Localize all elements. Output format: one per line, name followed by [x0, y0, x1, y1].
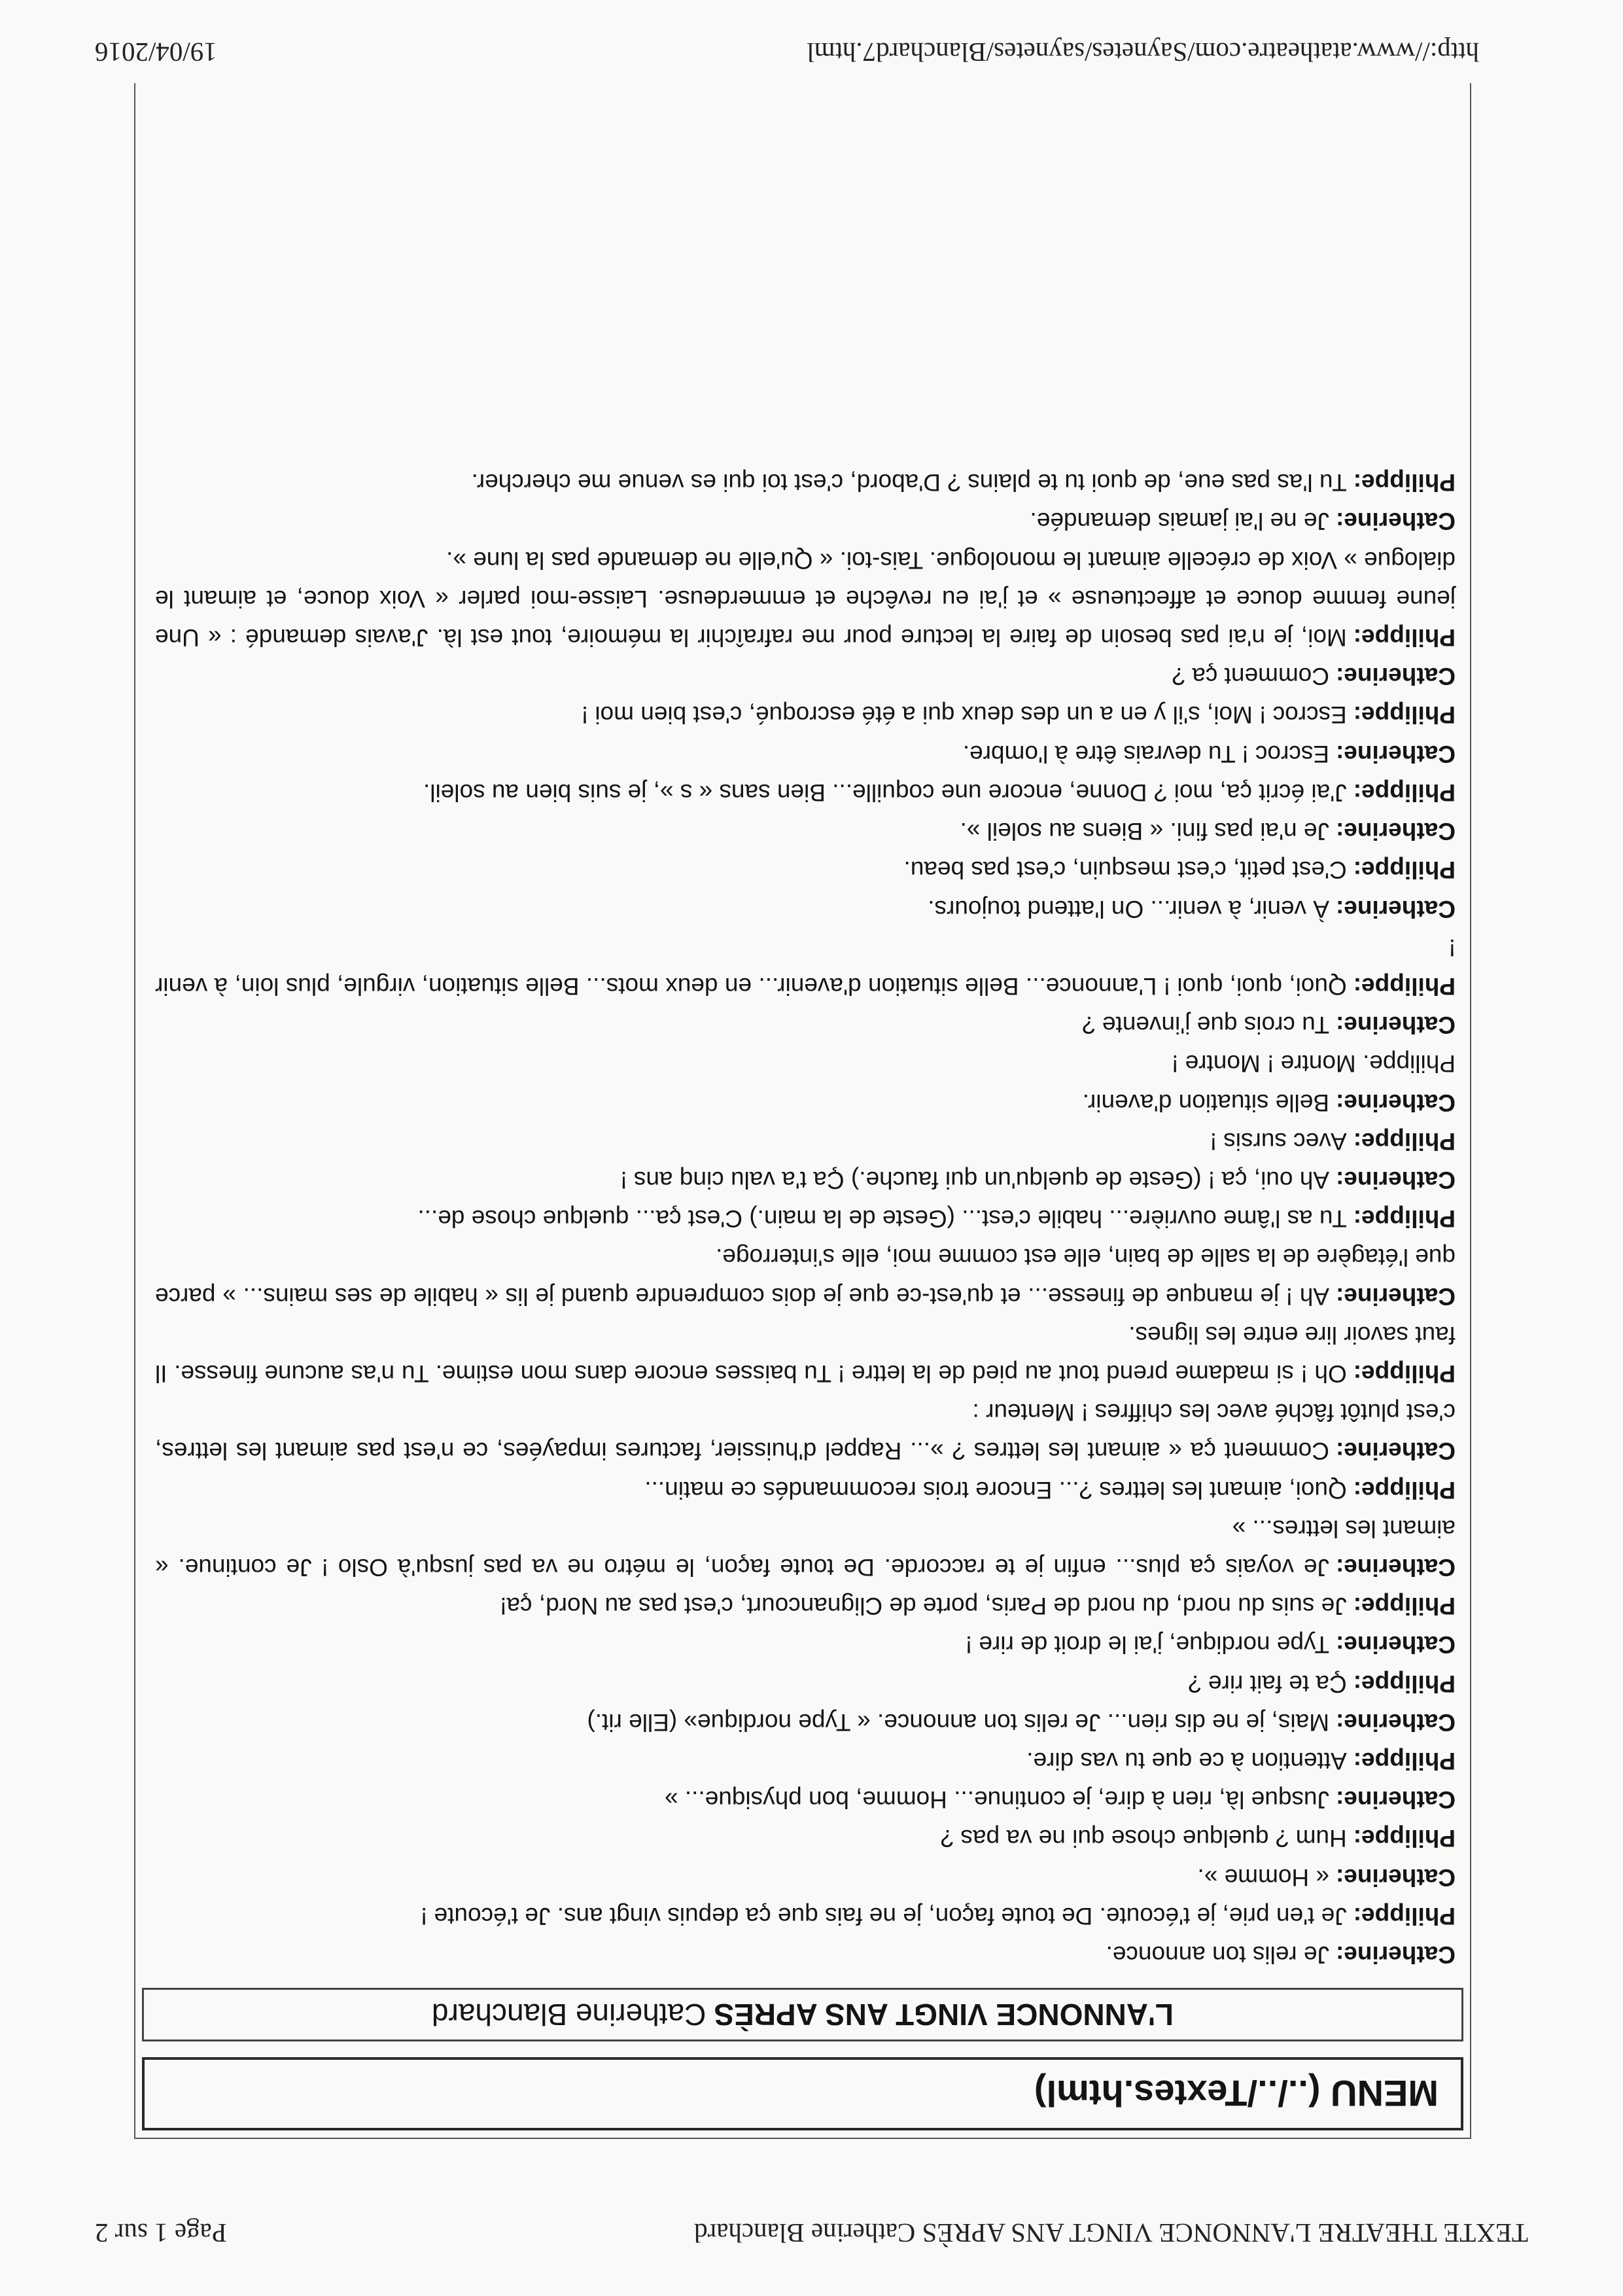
dialogue-line — [155, 889, 1456, 928]
speaker-name: Catherine: — [1336, 663, 1456, 690]
dialogue-text: Je suis du nord, du nord de Paris, porte de Clignancourt, c'est pas au Nord, ça! — [500, 1593, 1347, 1620]
speaker-name: Philippe: — [1353, 1360, 1456, 1387]
dialogue-text: Ça te fait rire ? — [1188, 1670, 1347, 1697]
dialogue-line — [155, 735, 1456, 773]
speaker-name: Catherine: — [1336, 1708, 1456, 1736]
speaker-name: Philippe: — [1353, 972, 1456, 1000]
speaker-name: Philippe: — [1353, 701, 1456, 729]
play-title: L'ANNONCE VINGT ANS APRÈS — [714, 1998, 1174, 2032]
dialogue-line — [155, 1625, 1456, 1664]
speaker-name: Catherine: — [1336, 508, 1456, 535]
speaker-name: Philippe: — [1353, 779, 1456, 806]
dialogue-text: Type nordique, j'ai le droit de rire ! — [965, 1631, 1330, 1659]
dialogue-line — [155, 1161, 1456, 1199]
dialogue-line — [155, 502, 1456, 540]
speaker-name: Catherine: — [1336, 1282, 1456, 1310]
dialogue-text: Avec sursis ! — [1210, 1127, 1347, 1155]
speaker-name: Catherine: — [1336, 1941, 1456, 1968]
content-frame — [134, 83, 1471, 2139]
dialogue-text: Tu crois que j'invente ? — [1082, 1012, 1330, 1039]
print-date: 19/04/2016 — [95, 37, 217, 67]
source-url: http://www.atatheatre.com/Saynetes/saynetes/Blanchard7.html — [807, 37, 1479, 67]
dialogue — [155, 463, 1456, 1974]
speaker-name: Catherine: — [1336, 740, 1456, 768]
speaker-name: Philippe: — [1353, 624, 1456, 652]
dialogue-line — [155, 773, 1456, 812]
print-footer — [95, 37, 1479, 68]
dialogue-text: Je ne l'ai jamais demandée. — [1030, 508, 1330, 535]
dialogue-text: J'ai écrit ça, moi ? Donne, encore une coquille... Bien sans « s », je suis bien au soleil. — [423, 779, 1347, 806]
speaker-name: Catherine: — [1336, 1786, 1456, 1814]
dialogue-text: « Homme ». — [1197, 1863, 1330, 1891]
speaker-name: Philippe: — [1353, 1825, 1456, 1852]
dialogue-line — [155, 1510, 1456, 1587]
dialogue-line — [155, 1935, 1456, 1974]
speaker-name: Philippe: — [1353, 1205, 1456, 1233]
speaker-name: Philippe: — [1353, 469, 1456, 497]
speaker-name: Catherine: — [1336, 1863, 1456, 1891]
dialogue-text: Je voyais ça plus... enfin je te raccorde. De toute façon, le métro ne va pas jusqu'à Oslo ! Je continue. « aimant les lettres... » — [155, 1515, 1456, 1581]
dialogue-text: Jusque là, rien à dire, je continue... Homme, bon physique... » — [664, 1786, 1330, 1814]
speaker-name: Catherine: — [1336, 895, 1456, 923]
dialogue-line — [155, 1006, 1456, 1044]
dialogue-text: Comment ça « aimant les lettres ? »... Rappel d'huissier, factures impayées, ce n'est pas aimant les lettres, c'est plutôt fâché avec les chiffres ! Menteur : — [155, 1399, 1456, 1465]
dialogue-line — [155, 696, 1456, 734]
dialogue-line — [155, 1083, 1456, 1122]
speaker-name: Philippe: — [1353, 1127, 1456, 1155]
speaker-name: Catherine: — [1336, 1012, 1456, 1039]
dialogue-line — [155, 812, 1456, 851]
speaker-name: Philippe: — [1353, 1902, 1456, 1930]
menu-link[interactable] — [142, 2057, 1463, 2130]
speaker-name: Catherine: — [1336, 1631, 1456, 1659]
dialogue-line — [155, 1819, 1456, 1858]
speaker-name: Catherine: — [1336, 1089, 1456, 1116]
dialogue-line — [155, 1897, 1456, 1935]
dialogue-line — [155, 1122, 1456, 1161]
page-number: Page 1 sur 2 — [95, 2218, 227, 2248]
dialogue-text: Escroc ! Tu devrais être à l'ombre. — [962, 740, 1330, 768]
print-header — [95, 2217, 1528, 2249]
dialogue-text: Quoi, aimant les lettres ?... Encore trois recommandés ce matin... — [644, 1476, 1347, 1504]
dialogue-line — [155, 1238, 1456, 1315]
play-author: Catherine Blanchard — [431, 1998, 707, 2032]
dialogue-text: Ah oui, ça ! (Geste de quelqu'un qui fauche.) Ça t'a valu cinq ans ! — [620, 1166, 1330, 1193]
dialogue-text: Ah ! je manque de finesse... et qu'est-ce que je dois comprendre quand je lis « habile de ses mains... » parce que l'étagère de la salle de bain, elle est comme moi, elle s'interroge. — [155, 1244, 1456, 1310]
dialogue-line — [155, 1044, 1456, 1083]
dialogue-text: Moi, je n'ai pas besoin de faire la lecture pour me rafraîchir la mémoire, tout est là. J'avais demandé : « Une jeune femme douce et affectueuse » et j'ai eu revêche et emmerdeuse. Laisse-moi parler « Voix douce, et aimant le dialogue » Voix de crécelle aimant le monologue. Tais-toi. « Qu'elle ne demande pas la lune ». — [155, 546, 1456, 652]
dialogue-text: Mais, je ne dis rien... Je relis ton annonce. « Type nordique» (Elle rit.) — [587, 1708, 1330, 1736]
speaker-name: Catherine: — [1336, 1166, 1456, 1193]
dialogue-line — [155, 1664, 1456, 1703]
dialogue-text: Attention à ce que tu vas dire. — [1026, 1747, 1347, 1775]
dialogue-text: Quoi, quoi, quoi ! L'annonce... Belle situation d'avenir... en deux mots... Belle situation, virgule, plus loin, à venir ! — [155, 934, 1456, 1000]
dialogue-text: Je t'en prie, je t'écoute. De toute façon, je ne fais que ça depuis vingt ans. Je t'écoute ! — [421, 1902, 1347, 1930]
dialogue-text: Tu as l'âme ouvrière... habile c'est... (Geste de la main.) C'est ça... quelque chose de... — [417, 1205, 1347, 1233]
play-title-box — [142, 1988, 1463, 2041]
dialogue-line — [155, 657, 1456, 696]
dialogue-line — [155, 1199, 1456, 1238]
header-title: TEXTE THEATRE L'ANNONCE VINGT ANS APRÈS Catherine Blanchard — [694, 2218, 1528, 2248]
speaker-name: Philippe: — [1353, 857, 1456, 884]
dialogue-text: Hum ? quelque chose qui ne va pas ? — [940, 1825, 1347, 1852]
dialogue-text: Philippe. Montre ! Montre ! — [1172, 1050, 1456, 1078]
dialogue-line — [155, 1393, 1456, 1470]
dialogue-text: C'est petit, c'est mesquin, c'est pas beau. — [903, 857, 1347, 884]
speaker-name: Philippe: — [1353, 1747, 1456, 1775]
speaker-name: Philippe: — [1353, 1476, 1456, 1504]
dialogue-line — [155, 1858, 1456, 1896]
dialogue-line — [155, 1742, 1456, 1780]
dialogue-line — [155, 463, 1456, 502]
dialogue-text: Je relis ton annonce. — [1106, 1941, 1330, 1968]
dialogue-line — [155, 1780, 1456, 1819]
dialogue-text: Oh ! si madame prend tout au pied de la lettre ! Tu baisses encore dans mon estime. Tu n'as aucune finesse. Il faut savoir lire entre les lignes. — [155, 1321, 1456, 1387]
dialogue-line — [155, 1587, 1456, 1625]
speaker-name: Philippe: — [1353, 1593, 1456, 1620]
speaker-name: Catherine: — [1336, 1438, 1456, 1465]
dialogue-text: Belle situation d'avenir. — [1082, 1089, 1330, 1116]
dialogue-line — [155, 1470, 1456, 1509]
dialogue-line — [155, 1703, 1456, 1742]
speaker-name: Catherine: — [1336, 818, 1456, 845]
dialogue-text: Tu l'as pas eue, de quoi tu te plains ? D'abord, c'est toi qui es venue me chercher. — [471, 469, 1347, 497]
dialogue-line — [155, 851, 1456, 889]
speaker-name: Catherine: — [1336, 1553, 1456, 1581]
dialogue-text: Escroc ! Moi, s'il y en a un des deux qui a été escroqué, c'est bien moi ! — [581, 701, 1347, 729]
menu-label: MENU (../../Textes.html) — [1034, 2073, 1439, 2115]
dialogue-text: À venir, à venir... On l'attend toujours. — [928, 895, 1330, 923]
dialogue-line — [155, 540, 1456, 657]
dialogue-text: Comment ça ? — [1172, 663, 1330, 690]
dialogue-line — [155, 928, 1456, 1006]
dialogue-line — [155, 1316, 1456, 1393]
speaker-name: Philippe: — [1353, 1670, 1456, 1697]
dialogue-text: Je n'ai pas fini. « Biens au soleil ». — [960, 818, 1330, 845]
